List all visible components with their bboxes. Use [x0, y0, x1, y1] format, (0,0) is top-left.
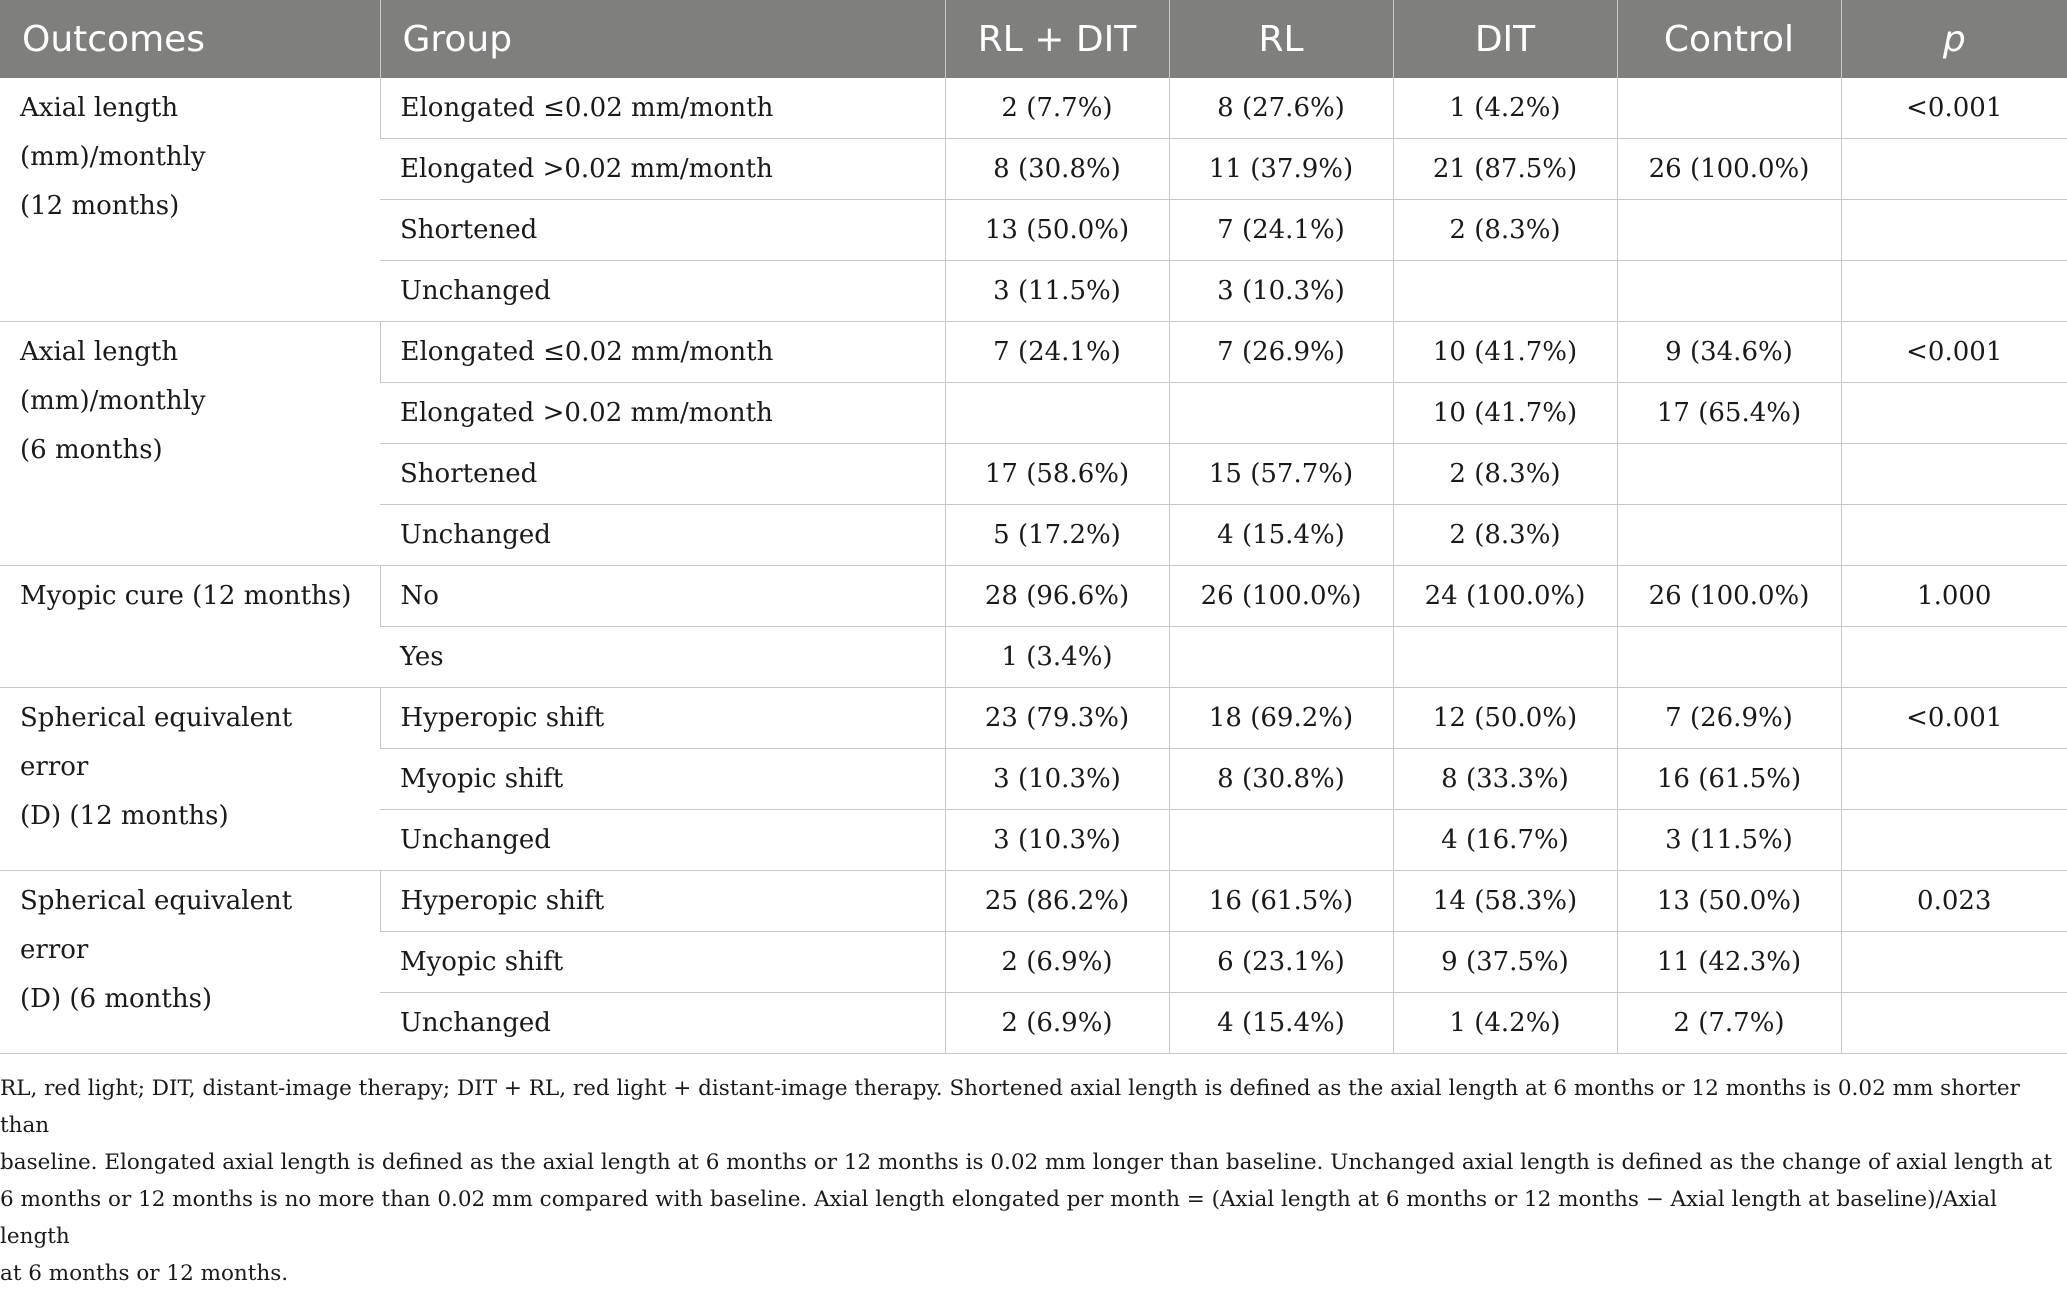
cell-dit: 14 (58.3%) — [1393, 871, 1617, 932]
cell-control — [1617, 505, 1841, 566]
group-cell: No — [380, 566, 945, 627]
table-footnote — [0, 1070, 2060, 1292]
cell-p — [1841, 627, 2067, 688]
outcome-cell — [0, 78, 380, 322]
cell-control: 26 (100.0%) — [1617, 566, 1841, 627]
cell-rl-dit: 17 (58.6%) — [945, 444, 1169, 505]
cell-rl-dit — [945, 383, 1169, 444]
group-cell: Elongated ≤0.02 mm/month — [380, 322, 945, 383]
cell-dit: 9 (37.5%) — [1393, 932, 1617, 993]
outcome-label-line: Spherical equivalent error — [20, 886, 293, 965]
cell-dit: 2 (8.3%) — [1393, 200, 1617, 261]
cell-rl: 4 (15.4%) — [1169, 505, 1393, 566]
group-cell: Elongated >0.02 mm/month — [380, 383, 945, 444]
cell-rl: 3 (10.3%) — [1169, 261, 1393, 322]
cell-p — [1841, 749, 2067, 810]
group-cell: Myopic shift — [380, 932, 945, 993]
cell-dit: 12 (50.0%) — [1393, 688, 1617, 749]
cell-control: 13 (50.0%) — [1617, 871, 1841, 932]
group-cell: Yes — [380, 627, 945, 688]
outcome-label-line: (D) (12 months) — [20, 801, 229, 831]
cell-control: 7 (26.9%) — [1617, 688, 1841, 749]
outcome-label-line: (6 months) — [20, 435, 163, 465]
header-dit: DIT — [1393, 0, 1617, 78]
cell-p — [1841, 383, 2067, 444]
cell-rl-dit: 13 (50.0%) — [945, 200, 1169, 261]
footnote-line: RL, red light; DIT, distant-image therapy; DIT + RL, red light + distant-image therapy. Shortened axial length is defined as the axial length at 6 months or 12 months is 0.02 mm shorter than — [0, 1076, 2020, 1138]
cell-rl-dit: 5 (17.2%) — [945, 505, 1169, 566]
group-cell: Elongated ≤0.02 mm/month — [380, 78, 945, 139]
table-row — [0, 871, 2067, 932]
cell-rl: 7 (24.1%) — [1169, 200, 1393, 261]
cell-p: 0.023 — [1841, 871, 2067, 932]
header-p: p — [1841, 0, 2067, 78]
outcome-label-line: (12 months) — [20, 191, 180, 221]
cell-control: 11 (42.3%) — [1617, 932, 1841, 993]
cell-p — [1841, 200, 2067, 261]
table-row — [0, 322, 2067, 383]
cell-dit: 24 (100.0%) — [1393, 566, 1617, 627]
cell-rl: 11 (37.9%) — [1169, 139, 1393, 200]
cell-dit: 10 (41.7%) — [1393, 383, 1617, 444]
cell-control — [1617, 78, 1841, 139]
cell-rl: 7 (26.9%) — [1169, 322, 1393, 383]
group-cell: Hyperopic shift — [380, 688, 945, 749]
group-cell: Unchanged — [380, 261, 945, 322]
header-outcomes: Outcomes — [0, 0, 380, 78]
outcome-label-line: Spherical equivalent error — [20, 703, 293, 782]
group-cell: Shortened — [380, 200, 945, 261]
header-group: Group — [380, 0, 945, 78]
table-row — [0, 688, 2067, 749]
cell-rl: 26 (100.0%) — [1169, 566, 1393, 627]
table-body — [0, 78, 2067, 1054]
header-control: Control — [1617, 0, 1841, 78]
cell-p: <0.001 — [1841, 688, 2067, 749]
footnote-line: baseline. Elongated axial length is defined as the axial length at 6 months or 12 months is 0.02 mm longer than baseline. Unchanged axial length is defined as the change of axial length at — [0, 1150, 2053, 1175]
cell-dit: 10 (41.7%) — [1393, 322, 1617, 383]
outcome-cell — [0, 871, 380, 1054]
cell-rl-dit: 2 (6.9%) — [945, 993, 1169, 1054]
cell-rl: 8 (30.8%) — [1169, 749, 1393, 810]
outcome-cell — [0, 322, 380, 566]
outcome-label-line: Myopic cure (12 months) — [20, 581, 352, 611]
cell-dit — [1393, 261, 1617, 322]
group-cell: Elongated >0.02 mm/month — [380, 139, 945, 200]
cell-rl: 8 (27.6%) — [1169, 78, 1393, 139]
cell-control: 17 (65.4%) — [1617, 383, 1841, 444]
cell-rl: 6 (23.1%) — [1169, 932, 1393, 993]
cell-dit: 4 (16.7%) — [1393, 810, 1617, 871]
outcome-label-line: Axial length (mm)/monthly — [20, 337, 206, 416]
group-cell: Myopic shift — [380, 749, 945, 810]
cell-p — [1841, 993, 2067, 1054]
outcome-label-line: (D) (6 months) — [20, 984, 213, 1014]
cell-rl-dit: 3 (10.3%) — [945, 749, 1169, 810]
cell-control: 26 (100.0%) — [1617, 139, 1841, 200]
table-row — [0, 566, 2067, 627]
cell-p: 1.000 — [1841, 566, 2067, 627]
cell-rl-dit: 28 (96.6%) — [945, 566, 1169, 627]
cell-rl: 4 (15.4%) — [1169, 993, 1393, 1054]
outcome-cell — [0, 566, 380, 688]
cell-p — [1841, 444, 2067, 505]
table-row — [0, 78, 2067, 139]
group-cell: Unchanged — [380, 993, 945, 1054]
group-cell: Shortened — [380, 444, 945, 505]
group-cell: Hyperopic shift — [380, 871, 945, 932]
cell-rl: 18 (69.2%) — [1169, 688, 1393, 749]
cell-control — [1617, 444, 1841, 505]
cell-control: 2 (7.7%) — [1617, 993, 1841, 1054]
cell-p — [1841, 261, 2067, 322]
cell-rl — [1169, 810, 1393, 871]
cell-rl-dit: 8 (30.8%) — [945, 139, 1169, 200]
cell-p: <0.001 — [1841, 78, 2067, 139]
cell-p — [1841, 810, 2067, 871]
cell-control: 3 (11.5%) — [1617, 810, 1841, 871]
footnote-line: 6 months or 12 months is no more than 0.02 mm compared with baseline. Axial length elongated per month = (Axial length at 6 months or 12 months − Axial length at baseline)/Axial length — [0, 1187, 1997, 1249]
cell-p — [1841, 505, 2067, 566]
cell-p — [1841, 139, 2067, 200]
cell-rl-dit: 3 (10.3%) — [945, 810, 1169, 871]
header-row — [0, 0, 2067, 78]
cell-dit: 2 (8.3%) — [1393, 444, 1617, 505]
outcome-cell — [0, 688, 380, 871]
cell-rl-dit: 7 (24.1%) — [945, 322, 1169, 383]
outcome-label-line: Axial length (mm)/monthly — [20, 93, 206, 172]
cell-dit — [1393, 627, 1617, 688]
cell-rl — [1169, 383, 1393, 444]
cell-rl-dit: 2 (7.7%) — [945, 78, 1169, 139]
cell-dit: 21 (87.5%) — [1393, 139, 1617, 200]
header-rl: RL — [1169, 0, 1393, 78]
cell-control — [1617, 627, 1841, 688]
cell-dit: 2 (8.3%) — [1393, 505, 1617, 566]
cell-p — [1841, 932, 2067, 993]
cell-rl-dit: 1 (3.4%) — [945, 627, 1169, 688]
cell-dit: 1 (4.2%) — [1393, 993, 1617, 1054]
cell-control: 16 (61.5%) — [1617, 749, 1841, 810]
group-cell: Unchanged — [380, 505, 945, 566]
cell-rl: 15 (57.7%) — [1169, 444, 1393, 505]
cell-rl: 16 (61.5%) — [1169, 871, 1393, 932]
group-cell: Unchanged — [380, 810, 945, 871]
cell-control: 9 (34.6%) — [1617, 322, 1841, 383]
cell-control — [1617, 261, 1841, 322]
cell-p: <0.001 — [1841, 322, 2067, 383]
cell-rl-dit: 23 (79.3%) — [945, 688, 1169, 749]
cell-dit: 8 (33.3%) — [1393, 749, 1617, 810]
cell-rl — [1169, 627, 1393, 688]
cell-dit: 1 (4.2%) — [1393, 78, 1617, 139]
header-rl-dit: RL + DIT — [945, 0, 1169, 78]
cell-control — [1617, 200, 1841, 261]
footnote-line: at 6 months or 12 months. — [0, 1261, 289, 1286]
cell-rl-dit: 25 (86.2%) — [945, 871, 1169, 932]
cell-rl-dit: 2 (6.9%) — [945, 932, 1169, 993]
cell-rl-dit: 3 (11.5%) — [945, 261, 1169, 322]
